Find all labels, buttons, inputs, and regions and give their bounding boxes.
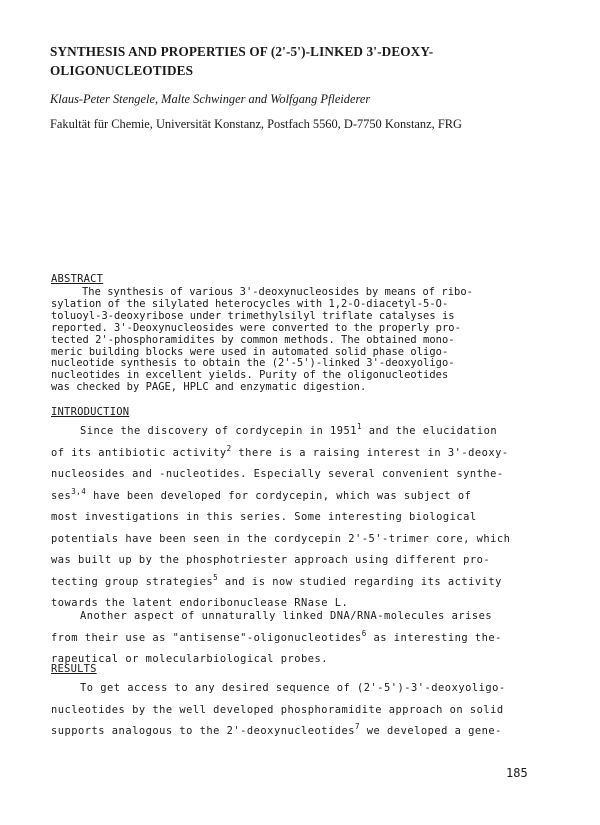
text-run: ses [51, 489, 72, 502]
paragraph-line: Another aspect of unnaturally linked DNA/RNA-molecules arises [80, 610, 493, 622]
abstract-line: tected 2'-phosphoramidites by common methods. The obtained mono- [51, 333, 455, 346]
introduction-paragraph-1 [51, 421, 551, 615]
title-line: SYNTHESIS AND PROPERTIES OF (2'-5')-LINKED 3'-DEOXY- [50, 44, 434, 59]
results-heading: RESULTS [51, 663, 97, 675]
affiliation: Fakultät für Chemie, Universität Konstanz, Postfach 5560, D-7750 Konstanz, FRG [50, 117, 462, 131]
paragraph-line: was built up by the phosphotriester approach using different pro- [51, 554, 491, 566]
paragraph-line: rapeutical or molecularbiological probes. [51, 653, 328, 665]
reference-marker: 5 [213, 572, 219, 582]
title-line: OLIGONUCLEOTIDES [50, 63, 194, 78]
abstract-line: toluoyl-3-deoxyribose under trimethylsilyl triflate catalyses is [51, 309, 455, 322]
text-run: and is now studied regarding its activity [218, 575, 502, 588]
results-paragraph [51, 678, 551, 743]
author-list: Klaus-Peter Stengele, Malte Schwinger and Wolfgang Pfleiderer [50, 92, 371, 106]
article-title [50, 42, 550, 80]
text-run: Since the discovery of cordycepin in 1951 [80, 425, 357, 437]
abstract-line: meric building blocks were used in automated solid phase oligo- [51, 345, 449, 358]
paragraph-line [51, 628, 551, 650]
abstract-line: sylation of the silylated heterocycles with 1,2-O-diacetyl-5-O- [51, 297, 449, 310]
abstract-line: nucleotides in excellent yields. Purity of the oligonucleotides [51, 369, 449, 382]
abstract-line: was checked by PAGE, HPLC and enzymatic digestion. [51, 381, 367, 394]
text-run: have been developed for cordycepin, which was subject of [86, 489, 472, 502]
paragraph-line [51, 572, 551, 594]
paragraph-line: nucleosides and -nucleotides. Especially several convenient synthe- [51, 468, 504, 480]
abstract-text [51, 287, 551, 394]
paragraph-line: towards the latent endoribonuclease RNase L. [51, 597, 349, 609]
reference-marker: 1 [356, 422, 362, 431]
paragraph-line [51, 721, 551, 743]
text-run: supports analogous to the 2'-deoxynucleotides [51, 725, 356, 737]
reference-marker: 2 [226, 443, 232, 453]
reference-marker: 7 [355, 722, 361, 731]
reference-marker: 3,4 [71, 486, 87, 496]
paragraph-line: potentials have been seen in the cordycepin 2'-5'-trimer core, which [51, 532, 511, 545]
paragraph-line [51, 421, 551, 443]
introduction-heading: INTRODUCTION [51, 406, 130, 418]
page-number: 185 [506, 766, 528, 780]
introduction-paragraph-2 [51, 606, 551, 671]
paragraph-line: To get access to any desired sequence of (2'-5')-3'-deoxyoligo- [80, 682, 506, 694]
paragraph-line [51, 443, 551, 465]
reference-marker: 6 [361, 628, 367, 638]
text-run: we developed a gene- [360, 725, 502, 737]
text-run: and the elucidation [362, 425, 498, 437]
text-run: tecting group strategies [51, 575, 214, 588]
text-run: from their use as "antisense"-oligonucleotides [51, 631, 362, 644]
abstract-line: reported. 3'-Deoxynucleosides were converted to the properly pro- [51, 321, 461, 334]
text-run: of its antibiotic activity [51, 446, 227, 459]
paragraph-line [51, 486, 551, 508]
paragraph-line: nucleotides by the well developed phosphoramidite approach on solid [51, 703, 504, 716]
text-run: as interesting the- [366, 631, 502, 644]
abstract-line: nucleotide synthesis to obtain the (2'-5')-linked 3'-deoxyoligo- [51, 357, 455, 370]
abstract-line: The synthesis of various 3'-deoxynucleosides by means of ribo- [82, 286, 473, 298]
paragraph-line: most investigations in this series. Some interesting biological [51, 511, 477, 523]
abstract-heading: ABSTRACT [51, 273, 104, 285]
text-run: there is a raising interest in 3'-deoxy- [231, 446, 509, 459]
